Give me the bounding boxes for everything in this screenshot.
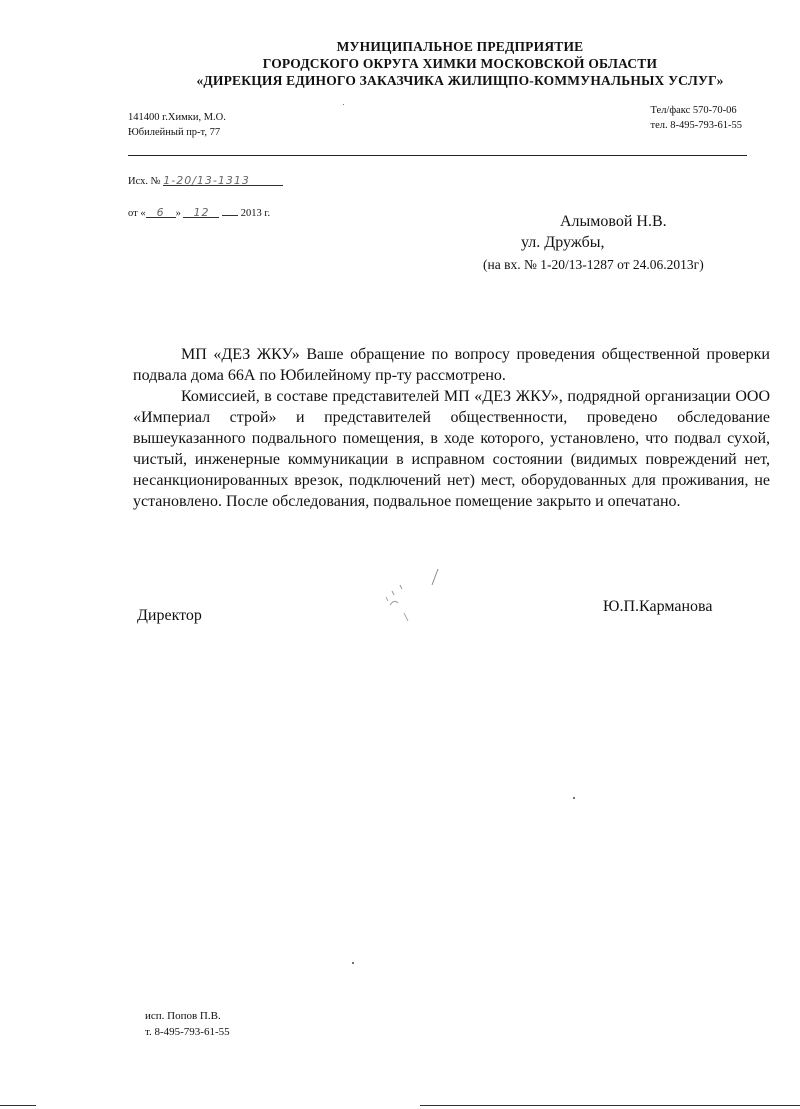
org-header-line3: «ДИРЕКЦИЯ ЕДИНОГО ЗАКАЗЧИКА ЖИЛИЩПО-КОММУНАЛЬНЫХ УСЛУГ» [196, 73, 724, 88]
recipient-street: ул. Дружбы, [521, 234, 605, 251]
date-blank [222, 204, 238, 216]
header-divider [128, 155, 747, 156]
signatory-name: Ю.П.Карманова [603, 598, 713, 615]
scan-edge-line-left [0, 1105, 36, 1106]
outgoing-number [128, 174, 283, 187]
scan-speck [573, 797, 575, 799]
date-year: 2013 г. [240, 208, 271, 219]
address-line2: Юбилейный пр-т, 77 [128, 127, 221, 138]
signature-scribble-icon [380, 565, 450, 635]
letter-body [133, 344, 770, 512]
date-prefix: от « [128, 208, 146, 219]
org-header-line1: МУНИЦИПАЛЬНОЕ ПРЕДПРИЯТИЕ [336, 39, 584, 54]
recipient-name: Алымовой Н.В. [560, 213, 667, 230]
outgoing-number-field [163, 174, 283, 186]
body-paragraph-1: МП «ДЕЗ ЖКУ» Ваше обращение по вопросу проведения общественной проверки подвала дома 66А по Юбилейному пр-ту рассмотрено. [133, 346, 770, 384]
date-mid: » [175, 208, 181, 219]
date-day-field [146, 206, 176, 218]
phone: тел. 8-495-793-61-55 [650, 120, 742, 131]
executor-block [145, 1008, 230, 1040]
address-line1: 141400 г.Химки, М.О. [128, 112, 226, 123]
org-header [160, 38, 760, 89]
date-day: 6 [156, 206, 165, 219]
scan-edge-line-right [420, 1105, 800, 1106]
executor-phone: т. 8-495-793-61-55 [145, 1026, 230, 1038]
body-paragraph-2: Комиссией, в составе представителей МП «ДЕЗ ЖКУ», подрядной организации ООО «Империал строй» и представителей общественности, проведено обследование вышеуказанного подвального помещения, в ходе которого, установлено, что подвал сухой, чистый, инженерные коммуникации в исправном состоянии (видимых повреждений нет, несанкционированных врезок, подключений нет) мест, оборудованных для проживания, не установлено. После обследования, подвальное помещение закрыто и опечатано. [133, 388, 770, 510]
executor-name: исп. Попов П.В. [145, 1010, 221, 1022]
outgoing-date [128, 204, 270, 219]
scan-speck [343, 104, 344, 105]
telfax: Тел/факс 570-70-06 [650, 105, 737, 116]
outgoing-number-label: Исх. № [128, 176, 161, 187]
outgoing-number-handwritten: 1-20/13-1313 [163, 174, 250, 187]
incoming-reference: (на вх. № 1-20/13-1287 от 24.06.2013г) [483, 257, 704, 272]
date-month-field [183, 206, 219, 218]
org-header-line2: ГОРОДСКОГО ОКРУГА ХИМКИ МОСКОВСКОЙ ОБЛАСТИ [262, 56, 658, 71]
sender-address [128, 110, 226, 140]
scan-speck [352, 962, 354, 964]
signatory-title: Директор [137, 607, 202, 624]
date-month: 12 [193, 206, 210, 219]
sender-contacts [651, 103, 742, 133]
